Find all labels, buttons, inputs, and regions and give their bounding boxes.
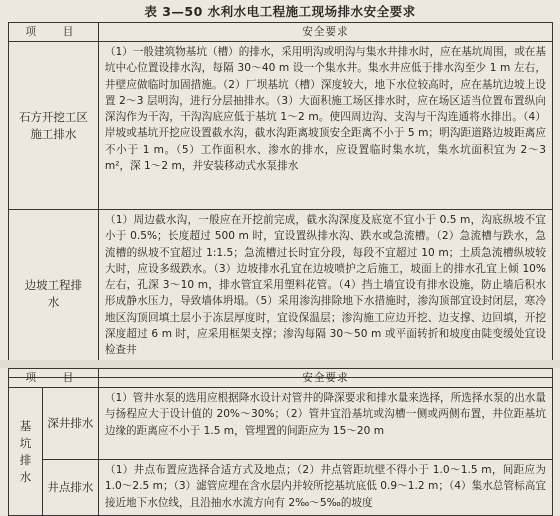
row-requirement-text: （1）管井水泵的选用应根据降水设计对管井的降深要求和排水量来选择，所选择水泵的出水量与扬程应大于设计值的 20%～30%；（2）管井宜沿基坑或沟槽一侧或两侧布置，井位距基坑边缘的距离应不小于 1.5 m，管埋置的间距应为 15～20 m: [98, 388, 552, 460]
table-row: [9, 388, 553, 460]
table-row: [9, 210, 553, 378]
header-row: [9, 369, 553, 388]
group-label: 基坑排水: [9, 388, 43, 516]
row-requirement-text: （1）一般建筑物基坑（槽）的排水，采用明沟或明沟与集水井排水时，应在基坑周围，或在基坑中心位置设排水沟，每隔 30～40 m 设一个集水井。集水井应低于排水沟至少 1 m 左右，井壁应做临时加固措施。（2）厂坝基坑（槽）深度较大，地下水位较高时，应在基坑边坡上设置 2～3 层明沟，进行分层抽排水。（3）大面积施工场区排水时，应在场区适当位置布置纵向深沟作为干沟，干沟沟底应低于基坑 1～2 m。使四周边沟、支沟与干沟连通将水排出。（4）岸坡或基坑开挖应设置截水沟，截水沟距离坡顶安全距离不小于 5 m；明沟距道路边坡距离应不小于 1 m。（5）工作面积水、渗水的排水，应设置临时集水坑，集水坑面积宜为 2～3 m²，深 1～2 m，并安装移动式水泵排水: [98, 42, 552, 210]
safety-requirements-table-lower: [8, 368, 553, 516]
row-requirement-text: （1）周边截水沟，一般应在开挖前完成，截水沟深度及底宽不宜小于 0.5 m，沟底纵坡不宜小于 0.5%；长度超过 500 m 时，宜设置纵排水沟、跌水或急流槽。（2）急流槽与跌水，急流槽的纵坡不宜超过 1:1.5；急流槽过长时宜分段，每段不宜超过 10 m；土质急流槽纵坡较大时，应设多级跌水。（3）边坡排水孔宜在边坡喷护之后施工，坡面上的排水孔宜上倾 10% 左右，孔深 3～10 m，排水管宜采用塑料花管。（4）挡土墙宜设有排水设施，防止墙后积水形成静水压力，导致墙体坍塌。（5）采用渗沟排除地下水措施时，渗沟顶部宜设封闭层，寒冷地区沟顶回填土层小于冻层厚度时，宜设保温层；渗沟施工应边开挖、边支撑、边回填，开挖深度超过 6 m 时，应采用框架支撑；渗沟每隔 30～50 m 或平面转折和坡度由陡变缓处宜设检查井: [98, 210, 552, 378]
row-requirement-text: （1）井点布置应选择合适方式及地点；（2）井点管距坑壁不得小于 1.0～1.5 m，间距应为 1.0～2.5 m；（3）滤管应埋在含水层内并较所挖基坑底低 0.9～1.2 m；（4）集水总管标高宜接近地下水位线，且沿抽水水流方向有 2‰～5‰的坡度: [98, 460, 552, 516]
row-label: 深井排水: [42, 388, 98, 460]
table-row: [9, 42, 553, 210]
table-title: 表 3—50 水利水电工程施工现场排水安全要求: [144, 4, 416, 19]
row-label: 井点排水: [42, 460, 98, 516]
header-item: 项 目: [9, 369, 99, 388]
row-label: 边坡工程排水: [9, 210, 99, 378]
header-requirements: 安全要求: [98, 23, 552, 42]
table-row: [9, 460, 553, 516]
safety-requirements-table-upper: [8, 22, 553, 378]
page-divider: [0, 360, 560, 368]
header-requirements: 安全要求: [98, 369, 552, 388]
header-row: [9, 23, 553, 42]
header-item: 项 目: [9, 23, 99, 42]
row-label: 石方开挖工区施工排水: [9, 42, 99, 210]
